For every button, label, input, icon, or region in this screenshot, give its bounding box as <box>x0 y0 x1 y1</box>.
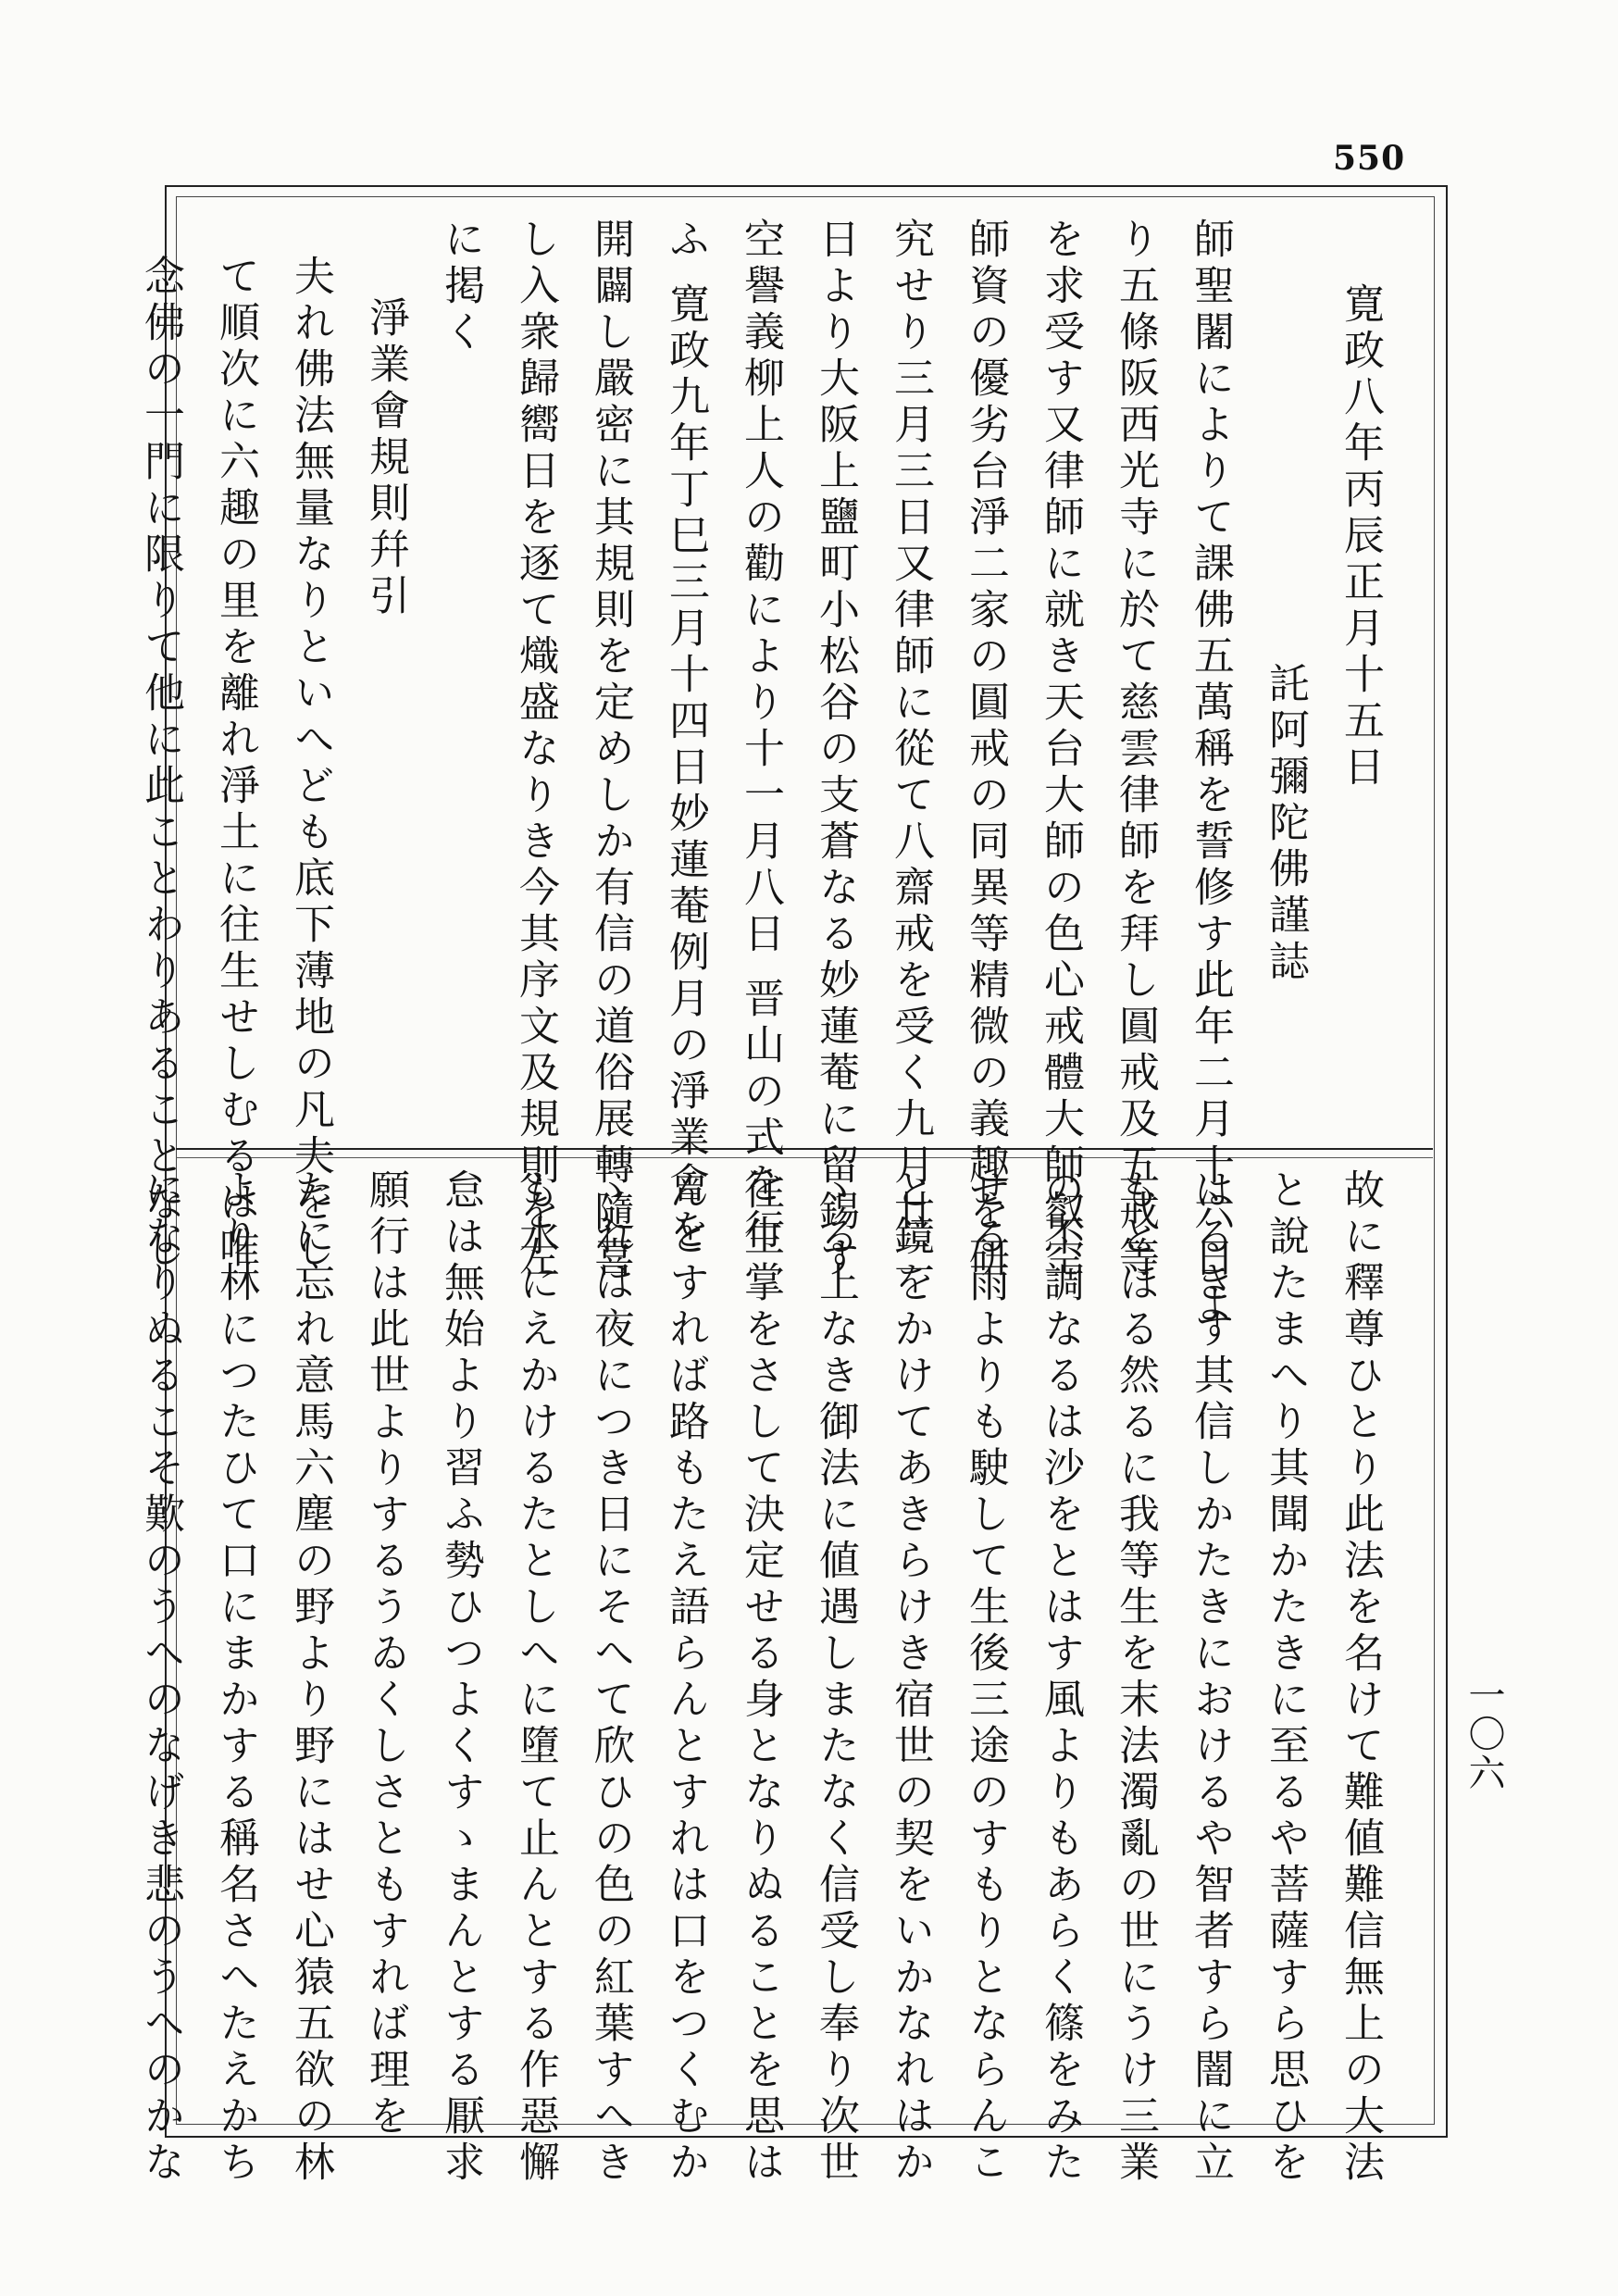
text-column: ゝる上なき御法に値遇しまたなく信受し奉り次世 <box>812 1168 859 2187</box>
section-title: 淨業會規則幷引 <box>362 296 409 620</box>
date-line: 寛政八年丙辰正月十五日 <box>1337 282 1384 792</box>
text-column: 究せり三月三日又律師に從て八齋戒を受く九月廿二 <box>887 218 934 1282</box>
text-column: んとすれば路もたえ語らんとすれは口をつくむか <box>662 1168 709 2187</box>
text-column: もとほる然るに我等生を末法濁亂の世にうけ三業 <box>1112 1168 1159 2187</box>
margin-folio-number: 一〇六 <box>1462 1676 1505 1792</box>
text-column: も水にえかけるたとしへに墮て止んとする作惡懈 <box>512 1168 559 2187</box>
text-column: 師聖闍によりて課佛五萬稱を誓修す此年二月十六日よ <box>1187 218 1234 1329</box>
section-divider-inner <box>176 1157 1433 1158</box>
text-column: より林につたひて口にまかする稱名さへたえかち <box>212 1168 259 2187</box>
text-column: 念佛の一門に限りて他に此ことわりあることなし <box>137 255 184 1273</box>
text-column: 怠は無始より習ふ勢ひつよくすゝまんとする厭求 <box>437 1168 484 2187</box>
author-signature: 託阿彌陀佛謹誌 <box>1262 662 1309 986</box>
text-column: に掲く <box>437 218 484 356</box>
text-column: になりぬるこそ歎のうへのなげき悲のうへのかな <box>137 1168 184 2187</box>
upper-text-block <box>137 218 1398 1329</box>
text-column: の不調なるは沙をとはす風よりもあらく篠をみた <box>1037 1168 1084 2187</box>
text-column: し入衆歸嚮日を逐て熾盛なりき今其序文及規則を左 <box>512 218 559 1282</box>
text-column: 空譽義柳上人の勸により十一月八日 晋山の式を行 <box>737 218 784 1254</box>
text-column: と鏡をかけてあきらけき宿世の契をいかなれはか <box>887 1168 934 2187</box>
text-column: 師資の優劣台淨二家の圓戒の同異等精微の義趣を研 <box>962 218 1009 1282</box>
text-column: ふ 寛政九年丁巳三月十四日妙蓮菴例月の淨業會を <box>662 218 709 1254</box>
text-column: を求受す又律師に就き天台大師の色心戒體大師叡空 <box>1037 218 1084 1282</box>
text-column: たに忘れ意馬六塵の野より野にはせ心猿五欲の林 <box>287 1168 334 2187</box>
text-column: 日より大阪上鹽町小松谷の支蒼なる妙蓮菴に留錫す <box>812 218 859 1282</box>
lower-text-block <box>137 1168 1398 2187</box>
text-column: て順次に六趣の里を離れ淨土に往生せしむるは唯 <box>212 255 259 1273</box>
text-column: はるきす其信しかたきにおけるや智者すら闇に立 <box>1187 1168 1234 2187</box>
text-column: 願行は此世よりするうゐくしさともすれば理を <box>362 1168 409 2140</box>
text-column: 夫れ佛法無量なりといへども底下薄地の凡夫をし <box>287 255 334 1273</box>
text-column: と說たまへり其聞かたきに至るや菩薩すら思ひを <box>1262 1168 1309 2187</box>
text-column: 故に釋尊ひとり此法を名けて難値難信無上の大法 <box>1337 1168 1384 2187</box>
text-column: り五條阪西光寺に於て慈雲律師を拜し圓戒及五戒等 <box>1112 218 1159 1282</box>
text-column: 往生掌をさして決定せる身となりぬることを思は <box>737 1168 784 2187</box>
text-column: ゝれは夜につき日にそへて欣ひの色の紅葉すへき <box>587 1168 634 2187</box>
page-number: 550 <box>1333 139 1406 178</box>
text-column: せる雨よりも駛して生後三途のすもりとならんこ <box>962 1168 1009 2187</box>
section-divider <box>176 1148 1433 1150</box>
text-column: 開闢し嚴密に其規則を定めしか有信の道俗展轉隨喜 <box>587 218 634 1282</box>
